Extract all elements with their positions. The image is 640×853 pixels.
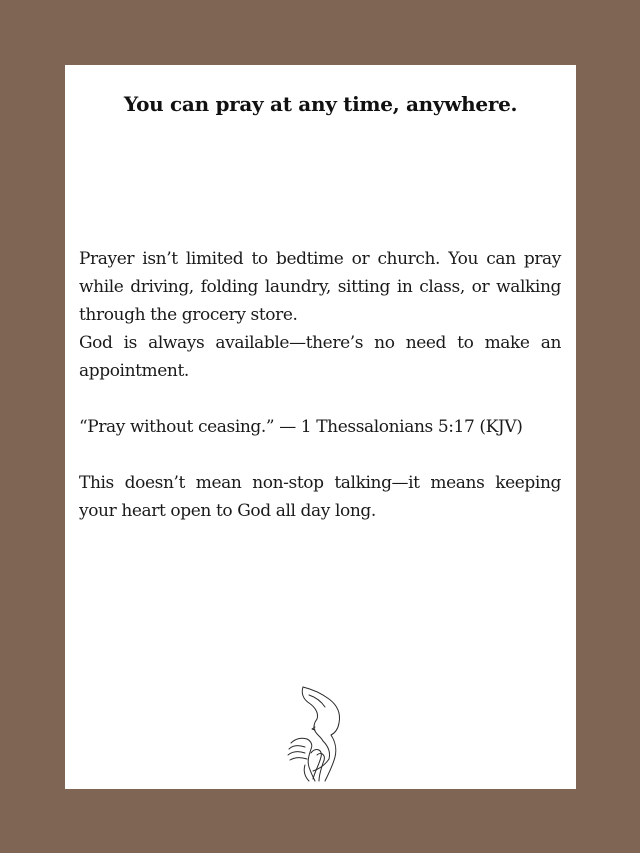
paragraph-gap — [79, 441, 561, 469]
paragraph-gap — [79, 385, 561, 413]
body-text — [79, 245, 561, 525]
content-card — [65, 65, 576, 789]
praying-figure-line-art-icon — [281, 683, 357, 783]
paragraph-prayer-anywhere: Prayer isn’t limited to bedtime or church. You can pray while driving, folding laundry, sitting in class, or walking through the grocery store. — [79, 249, 561, 325]
paragraph-heart-open: This doesn’t mean non-stop talking—it means keeping your heart open to God all day long. — [79, 473, 561, 521]
page-title: You can pray at any time, anywhere. — [123, 92, 518, 116]
scripture-quote: “Pray without ceasing.” — 1 Thessalonians 5:17 (KJV) — [79, 417, 523, 437]
paragraph-god-available: God is always available—there’s no need to make an appointment. — [79, 333, 561, 381]
